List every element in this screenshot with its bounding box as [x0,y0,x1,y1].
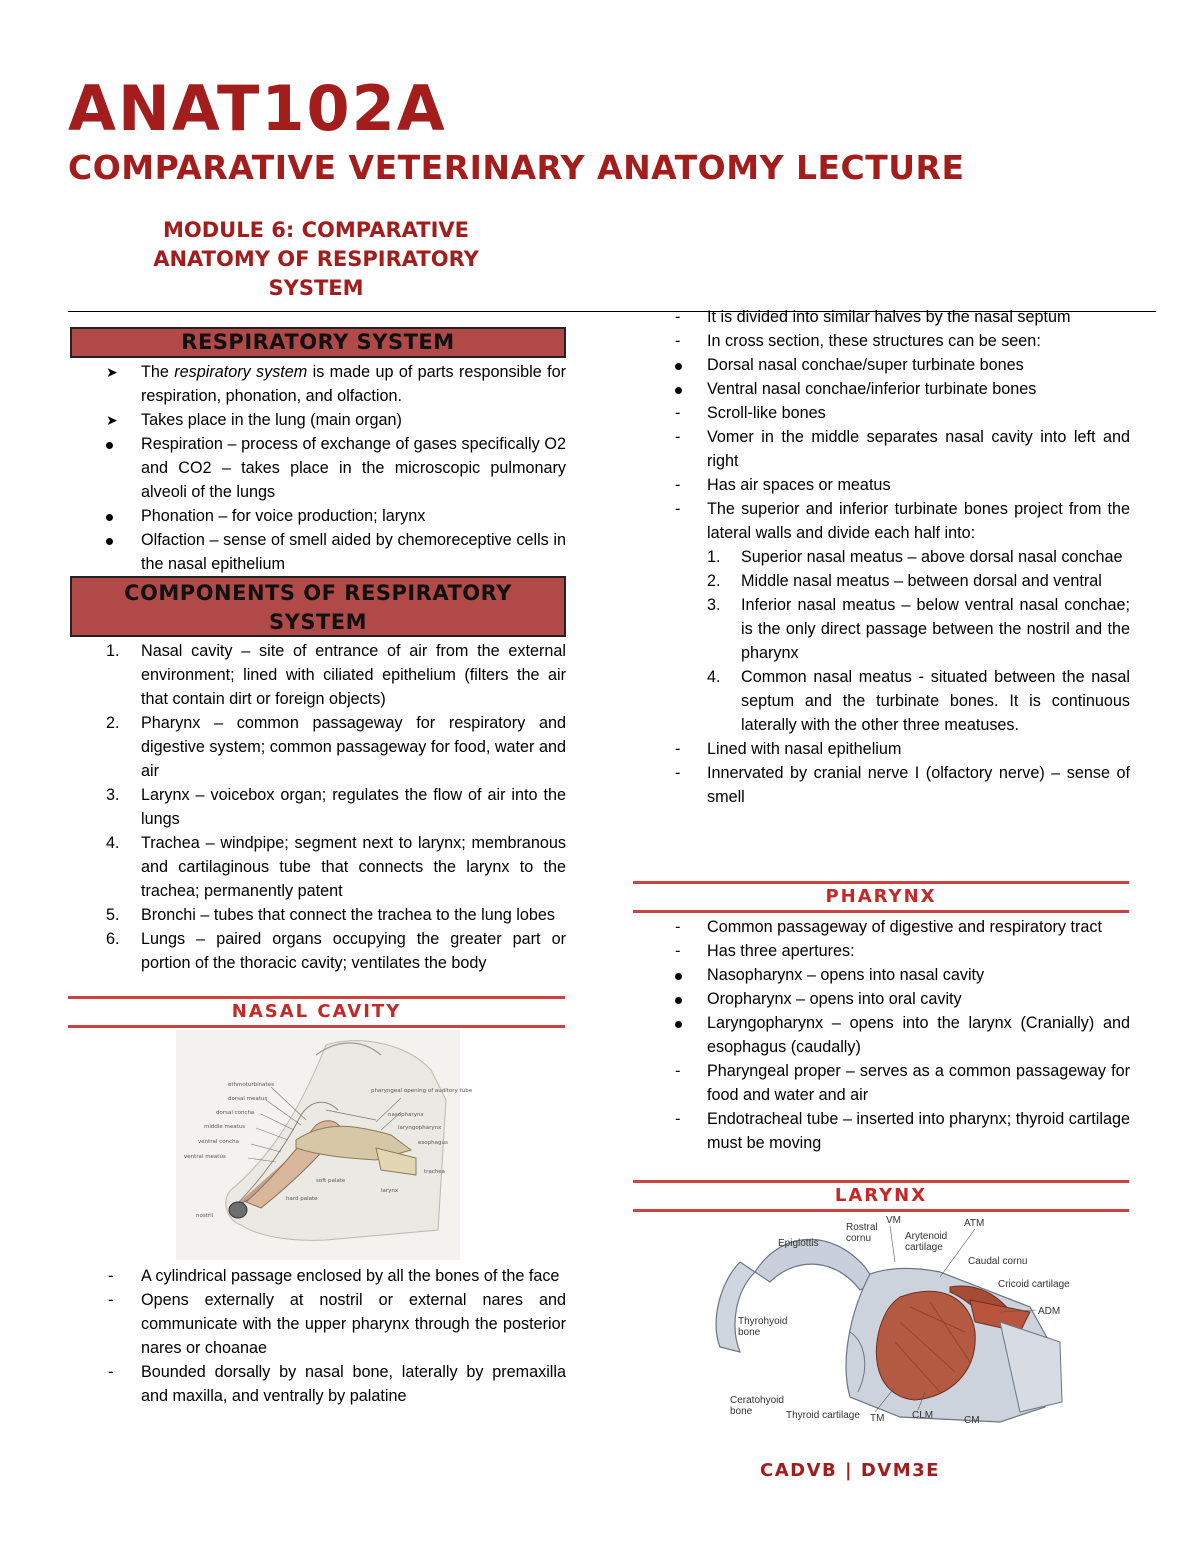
figure-label: ADM [1038,1306,1061,1317]
module-title-line: SYSTEM [268,276,364,300]
figure-label: nostril [196,1213,214,1219]
item-text: A cylindrical passage enclosed by all the bones of the face [141,1267,560,1285]
arrow-bullet-icon: ➤ [106,364,118,380]
item-number: 3. [106,786,120,804]
list-item [633,761,1130,809]
item-text: Has air spaces or meatus [707,476,891,494]
respiratory-system-heading: RESPIRATORY SYSTEM [70,327,566,358]
item-text: Superior nasal meatus – above dorsal nasal conchae [741,548,1123,566]
figure-label: Arytenoid [905,1231,948,1242]
item-text: It is divided into similar halves by the nasal septum [707,308,1071,326]
figure-label: larynx [381,1188,399,1194]
item-text: Bronchi – tubes that connect the trachea to the lung lobes [141,906,555,924]
larynx-heading: LARYNX [633,1180,1129,1212]
module-title-line: MODULE 6: COMPARATIVE [163,218,469,242]
item-text: Oropharynx – opens into oral cavity [707,990,962,1008]
list-item [633,545,1130,569]
nasal-cavity-figure [176,1030,473,1260]
dash-bullet: - [108,1291,114,1309]
item-number: 2. [106,714,120,732]
left-column [70,327,566,975]
dash-bullet: - [675,1062,681,1080]
item-number: 3. [707,596,721,614]
module-title-line: ANATOMY OF RESPIRATORY [153,247,479,271]
bullet-icon [675,997,682,1004]
item-text: Inferior nasal meatus – below ventral nasal conchae; is the only direct passage between the nostril and the pharynx [741,596,1130,662]
components-list [70,639,566,975]
item-text: Lined with nasal epithelium [707,740,902,758]
item-text: Respiration – process of exchange of gases specifically O2 and CO2 – takes place in the microscopic pulmonary alveoli of the lungs [141,435,566,501]
item-text: Pharynx – common passageway for respiratory and digestive system; common passageway for food, water and air [141,714,566,780]
figure-label: CLM [912,1410,934,1421]
item-text: Takes place in the lung (main organ) [141,411,402,429]
list-item [633,569,1130,593]
bullet [675,377,705,401]
figure-label: trachea [424,1169,446,1175]
nasal-cavity-left-list [70,1264,566,1408]
bullet-icon [106,538,113,545]
bullet [675,353,705,377]
item-text: Innervated by cranial nerve I (olfactory nerve) – sense of smell [707,764,1130,806]
course-code: ANAT102A [68,72,447,145]
figure-label: middle meatus [204,1124,246,1130]
list-item [70,783,566,831]
bullet-icon [106,514,113,521]
item-text: Phonation – for voice production; larynx [141,507,426,525]
list-item [70,1264,566,1288]
list-item [633,915,1130,939]
list-item [633,1059,1130,1107]
list-item [633,987,1130,1011]
figure-label: bone [738,1327,761,1338]
figure-label: bone [730,1406,753,1417]
list-item [70,831,566,903]
figure-label: ATM [964,1218,985,1229]
list-item [70,360,566,408]
item-number: 1. [106,642,120,660]
figure-label: Ceratohyoid [730,1395,784,1406]
item-text: Opens externally at nostril or external nares and communicate with the upper pharynx through the posterior nares or choanae [141,1291,566,1357]
item-number: 4. [707,668,721,686]
item-text: Pharyngeal proper – serves as a common passageway for food and water and air [707,1062,1130,1104]
figure-label: pharyngeal opening of auditory tube [371,1088,473,1094]
respiratory-list [70,360,566,576]
bullet-icon [675,973,682,980]
list-item [70,903,566,927]
figure-label: cornu [846,1233,872,1244]
item-text: Dorsal nasal conchae/super turbinate bones [707,356,1024,374]
list-item [633,377,1130,401]
list-item [633,1107,1130,1155]
item-text: The superior and inferior turbinate bones project from the lateral walls and divide each half into: [707,500,1130,542]
item-emphasis: respiratory system [174,363,308,381]
list-item [70,711,566,783]
list-item [633,401,1130,425]
list-item [633,593,1130,665]
item-number: 4. [106,834,120,852]
bullet [675,963,705,987]
figure-label: ventral concha [198,1139,239,1145]
footer-label: CADVB | DVM3E [760,1460,940,1481]
figure-label: Thyrohyoid [738,1316,788,1327]
larynx-illustration [700,1212,1072,1434]
dash-bullet: - [675,308,681,326]
components-heading-line: COMPONENTS OF RESPIRATORY [124,581,512,605]
bullet-icon [106,442,113,449]
dash-bullet: - [108,1267,114,1285]
bullet-icon [675,1021,682,1028]
course-title: COMPARATIVE VETERINARY ANATOMY LECTURE [68,148,965,187]
arrow-bullet-icon: ➤ [106,412,118,428]
item-number: 1. [707,548,721,566]
list-item [70,528,566,576]
item-text: Lungs – paired organs occupying the greater part or portion of the thoracic cavity; ventilates the body [141,930,566,972]
item-text: is made up of parts responsible for respiration, phonation, and olfaction. [141,363,566,405]
figure-label: VM [886,1215,901,1226]
bullet [675,1011,705,1035]
list-item [633,939,1130,963]
list-item [70,1360,566,1408]
figure-label: nasopharynx [388,1112,424,1118]
bullet [675,987,705,1011]
item-text: Scroll-like bones [707,404,826,422]
horse-head-sagittal-illustration [176,1030,473,1260]
item-text: The [141,363,175,381]
figure-label: Epiglottis [778,1238,819,1249]
figure-label: ethmoturbinates [228,1082,274,1088]
dash-bullet: - [675,476,681,494]
item-text: Bounded dorsally by nasal bone, laterally by premaxilla and maxilla, and ventrally by palatine [141,1363,566,1405]
dash-bullet: - [675,1110,681,1128]
item-text: Trachea – windpipe; segment next to larynx; membranous and cartilaginous tube that connects the larynx to the trachea; permanently patent [141,834,566,900]
figure-label: Caudal cornu [968,1256,1028,1267]
components-heading-line: SYSTEM [268,610,368,634]
item-text: Olfaction – sense of smell aided by chemoreceptive cells in the nasal epithelium [141,531,566,573]
item-text: Larynx – voicebox organ; regulates the flow of air into the lungs [141,786,566,828]
figure-label: Cricoid cartilage [998,1279,1070,1290]
figure-label: ventral meatus [184,1154,226,1160]
dash-bullet: - [675,404,681,422]
item-text: Nasal cavity – site of entrance of air from the external environment; lined with ciliated epithelium (filters the air that contain dirt or foreign objects) [141,642,566,708]
figure-label: esophagus [418,1140,448,1146]
figure-label: hard palate [286,1196,318,1202]
list-item [633,737,1130,761]
item-number: 2. [707,572,721,590]
list-item [70,1288,566,1360]
list-item [633,305,1130,329]
list-item [633,963,1130,987]
nasal-cavity-right-list [633,305,1130,809]
item-text: Ventral nasal conchae/inferior turbinate bones [707,380,1037,398]
dash-bullet: - [675,942,681,960]
figure-label: laryngopharynx [398,1125,442,1131]
list-item [633,665,1130,737]
list-item [633,353,1130,377]
figure-label: soft palate [316,1178,346,1184]
figure-label: Thyroid cartilage [786,1410,860,1421]
list-item [633,497,1130,545]
figure-label: cartilage [905,1242,943,1253]
pharynx-list [633,915,1130,1155]
figure-label: CM [964,1415,980,1426]
list-item [633,473,1130,497]
figure-label: dorsal meatus [228,1096,268,1102]
figure-label: dorsal concha [216,1110,255,1116]
item-text: Common nasal meatus - situated between the nasal septum and the turbinate bones. It is continuous laterally with the other three meatuses. [741,668,1130,734]
components-heading [70,576,566,637]
item-text: Middle nasal meatus – between dorsal and ventral [741,572,1102,590]
list-item [70,432,566,504]
list-item [70,504,566,528]
list-item [70,927,566,975]
item-text: In cross section, these structures can be seen: [707,332,1041,350]
item-text: Common passageway of digestive and respiratory tract [707,918,1102,936]
dash-bullet: - [675,918,681,936]
larynx-figure [700,1212,1072,1434]
item-text: Laryngopharynx – opens into the larynx (Cranially) and esophagus (caudally) [707,1014,1130,1056]
dash-bullet: - [675,764,681,782]
item-number: 5. [106,906,120,924]
list-item [633,425,1130,473]
bullet-icon [675,363,682,370]
item-number: 6. [106,930,120,948]
dash-bullet: - [675,428,681,446]
dash-bullet: - [108,1363,114,1381]
item-text: Has three apertures: [707,942,855,960]
nasal-cavity-heading: NASAL CAVITY [68,996,565,1028]
list-item [70,408,566,432]
list-item [633,1011,1130,1059]
figure-label: TM [870,1413,885,1424]
dash-bullet: - [675,500,681,518]
dash-bullet: - [675,740,681,758]
item-text: Endotracheal tube – inserted into pharynx; thyroid cartilage must be moving [707,1110,1130,1152]
nasal-right-items [633,305,1130,809]
dash-bullet: - [675,332,681,350]
list-item [633,329,1130,353]
module-title [70,216,562,303]
pharynx-heading: PHARYNX [633,881,1129,913]
pharynx-items [633,915,1130,1155]
figure-label: Rostral [846,1222,878,1233]
item-text: Nasopharynx – opens into nasal cavity [707,966,985,984]
bullet-icon [675,387,682,394]
item-text: Vomer in the middle separates nasal cavity into left and right [707,428,1130,470]
list-item [70,639,566,711]
